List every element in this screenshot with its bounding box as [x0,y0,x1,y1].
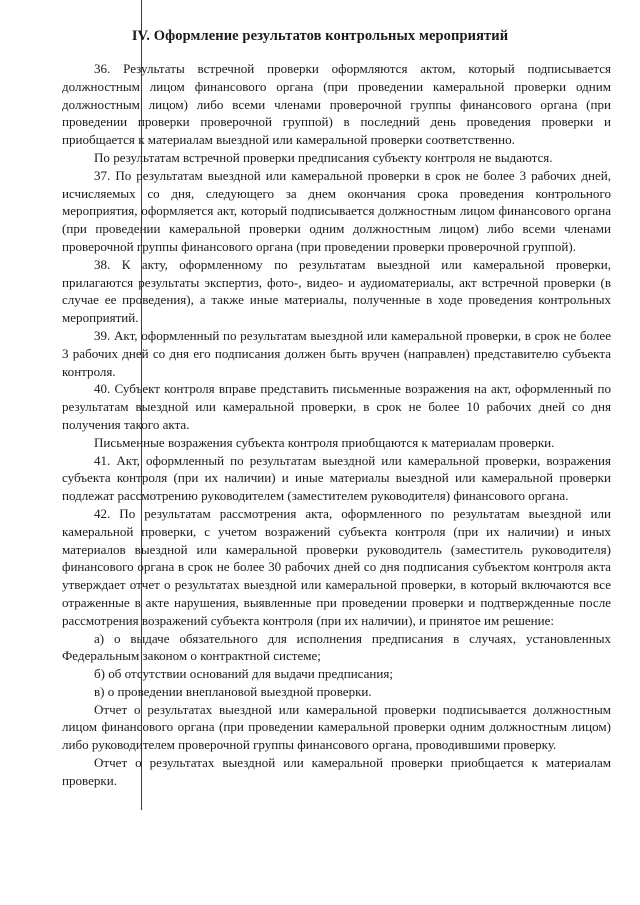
paragraph-36-note: По результатам встречной проверки предписания субъекту контроля не выдаются. [94,149,553,165]
paragraph-40: 40. Субъект контроля вправе представить письменные возражения на акт, оформленный по результатам выездной или камеральной проверки, в срок не более 10 рабочих дней со дня получения такого акта. [62,381,611,432]
paragraph-37: 37. По результатам выездной или камеральной проверки в срок не более 3 рабочих дней, исчисляемых со дня, следующего за днем окончания срока проведения контрольного мероприятия, оформляется акт, который подписывается должностным лицом финансового органа (при проведении камеральной проверки одним должностным лицом) либо всеми членами проверочной группы финансового органа (при проведении проверки проверочной группой). [62,167,611,254]
paragraph-40-note: Письменные возражения субъекта контроля приобщаются к материалам проверки. [94,434,555,450]
paragraph-42-b: б) об отсутствии оснований для выдачи предписания; [94,666,394,682]
paragraph-report-signing: Отчет о результатах выездной или камеральной проверки подписывается должностным лицом финансового органа (при проведении камеральной проверки одним должностным лицом) либо руководителем проверочной группы финансового органа, проводившими проверку. [62,701,611,753]
document-body [62,60,611,790]
paragraph-36: 36. Результаты встречной проверки оформляются актом, который подписывается должностным лицом финансового органа (при проведении камеральной проверки одним должностным лицом) либо всеми членами проверочной группы финансового органа (при проведении проверки проверочной группой) в последний день проведения проверки и приобщается к материалам выездной или камеральной проверки соответственно. [62,61,611,148]
paragraph-38: 38. К акту, оформленному по результатам выездной или камеральной проверки, прилагаются результаты экспертиз, фото-, видео- и аудиоматериалы, акт встречной проверки (в случае ее проведения), а также иные материалы, полученные в ходе проведения контрольных мероприятий. [62,256,611,326]
paragraph-report-attach: Отчет о результатах выездной или камеральной проверки приобщается к материалам проверки. [62,755,611,788]
paragraph-42: 42. По результатам рассмотрения акта, оформленного по результатам выездной или камеральной проверки, с учетом возражений субъекта контроля (при их наличии) и иных материалов выездной или камеральной проверки руководитель (заместитель руководителя) финансового органа в срок не более 30 рабочих дней со дня подписания субъектом контроля акта утверждает отчет о результатах выездной или камеральной проверки, в который включаются все отраженные в акте нарушения, выявленные при проведении проверки и подтвержденные после рассмотрения возражений субъекта контроля (при их наличии), и принятое им решение: [62,505,611,628]
paragraph-41: 41. Акт, оформленный по результатам выездной или камеральной проверки, возражения субъекта контроля (при их наличии) и иные материалы выездной или камеральной проверки подлежат рассмотрению руководителем (заместителем руководителя) финансового органа. [62,452,611,504]
paragraph-42-a: а) о выдаче обязательного для исполнения предписания в случаях, установленных Федеральным законом о контрактной системе; [62,630,611,664]
paragraph-39: 39. Акт, оформленный по результатам выездной или камеральной проверки, в срок не более 3 рабочих дней со дня его подписания должен быть вручен (направлен) представителю субъекта контроля. [62,327,611,379]
section-heading: IV. Оформление результатов контрольных мероприятий [131,28,509,44]
paragraph-42-c: в) о проведении внеплановой выездной проверки. [94,683,372,699]
